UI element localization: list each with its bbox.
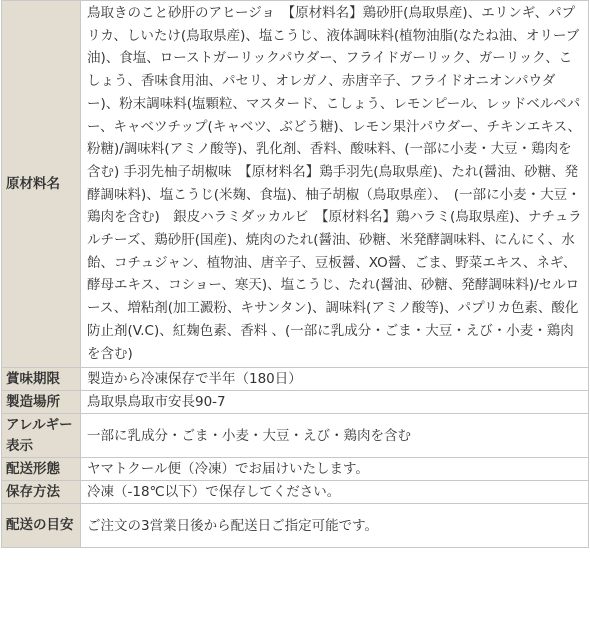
- spec-value-storage: 冷凍（-18℃以下）で保存してください。: [81, 481, 589, 504]
- spec-row-best-before: [2, 368, 589, 391]
- product-spec-table: [1, 0, 589, 548]
- spec-label-storage: 保存方法: [2, 481, 81, 504]
- spec-label-delivery-type: 配送形態: [2, 458, 81, 481]
- spec-row-delivery-type: [2, 458, 589, 481]
- spec-row-storage: [2, 481, 589, 504]
- spec-row-delivery-estimate: [2, 504, 589, 548]
- spec-value-delivery-estimate: ご注文の3営業日後から配送日ご指定可能です。: [81, 504, 589, 548]
- spec-label-best-before: 賞味期限: [2, 368, 81, 391]
- spec-value-manufacturing-site: 鳥取県鳥取市安長90-7: [81, 391, 589, 414]
- spec-value-best-before: 製造から冷凍保存で半年（180日）: [81, 368, 589, 391]
- spec-label-ingredients: 原材料名: [2, 1, 81, 368]
- spec-row-ingredients: [2, 1, 589, 368]
- spec-row-manufacturing-site: [2, 391, 589, 414]
- spec-value-delivery-type: ヤマトクール便（冷凍）でお届けいたします。: [81, 458, 589, 481]
- spec-label-delivery-estimate: 配送の目安: [2, 504, 81, 548]
- spec-value-ingredients: 鳥取きのこと砂肝のアヒージョ 【原材料名】鶏砂肝(鳥取県産)、エリンギ、パプリカ、しいたけ(鳥取県産)、塩こうじ、液体調味料(植物油脂(なたね油、オリーブ油)、食塩、ローストガーリックパウダー、フライドガーリック、ガーリック、こしょう、香味食用油、パセリ、オレガノ、赤唐辛子、フライドオニオンパウダー)、粉末調味料(塩顆粒、マスタード、こしょう、レモンピール、レッドベルペパー、キャベツチップ(キャベツ、ぶどう糖)、レモン果汁パウダー、チキンエキス、粉糖)/調味料(アミノ酸等)、乳化剤、香料、酸味料、(一部に小麦・大豆・鶏肉を含む) 手羽先柚子胡椒味 【原材料名】鶏手羽先(鳥取県産)、たれ(醤油、砂糖、発酵調味料)、塩こうじ(米麹、食塩)、柚子胡椒（鳥取県産）、 (一部に小麦・大豆・鶏肉を含む) 銀皮ハラミダッカルビ 【原材料名】鶏ハラミ(鳥取県産)、ナチュラルチーズ、鶏砂肝(国産)、焼肉のたれ(醤油、砂糖、米発酵調味料、にんにく、水飴、コチュジャン、植物油、唐辛子、豆板醤、XO醤、ごま、野菜エキス、ネギ、酵母エキス、コショー、寒天)、塩こうじ、たれ(醤油、砂糖、発酵調味料)/セルロース、増粘剤(加工澱粉、キサンタン)、調味料(アミノ酸等)、パプリカ色素、酸化防止剤(V.C)、紅麹色素、香料 、(一部に乳成分・ごま・大豆・えび・小麦・鶏肉を含む): [81, 1, 589, 368]
- spec-label-allergens: アレルギー表示: [2, 414, 81, 458]
- spec-row-allergens: [2, 414, 589, 458]
- spec-label-manufacturing-site: 製造場所: [2, 391, 81, 414]
- spec-value-allergens: 一部に乳成分・ごま・小麦・大豆・えび・鶏肉を含む: [81, 414, 589, 458]
